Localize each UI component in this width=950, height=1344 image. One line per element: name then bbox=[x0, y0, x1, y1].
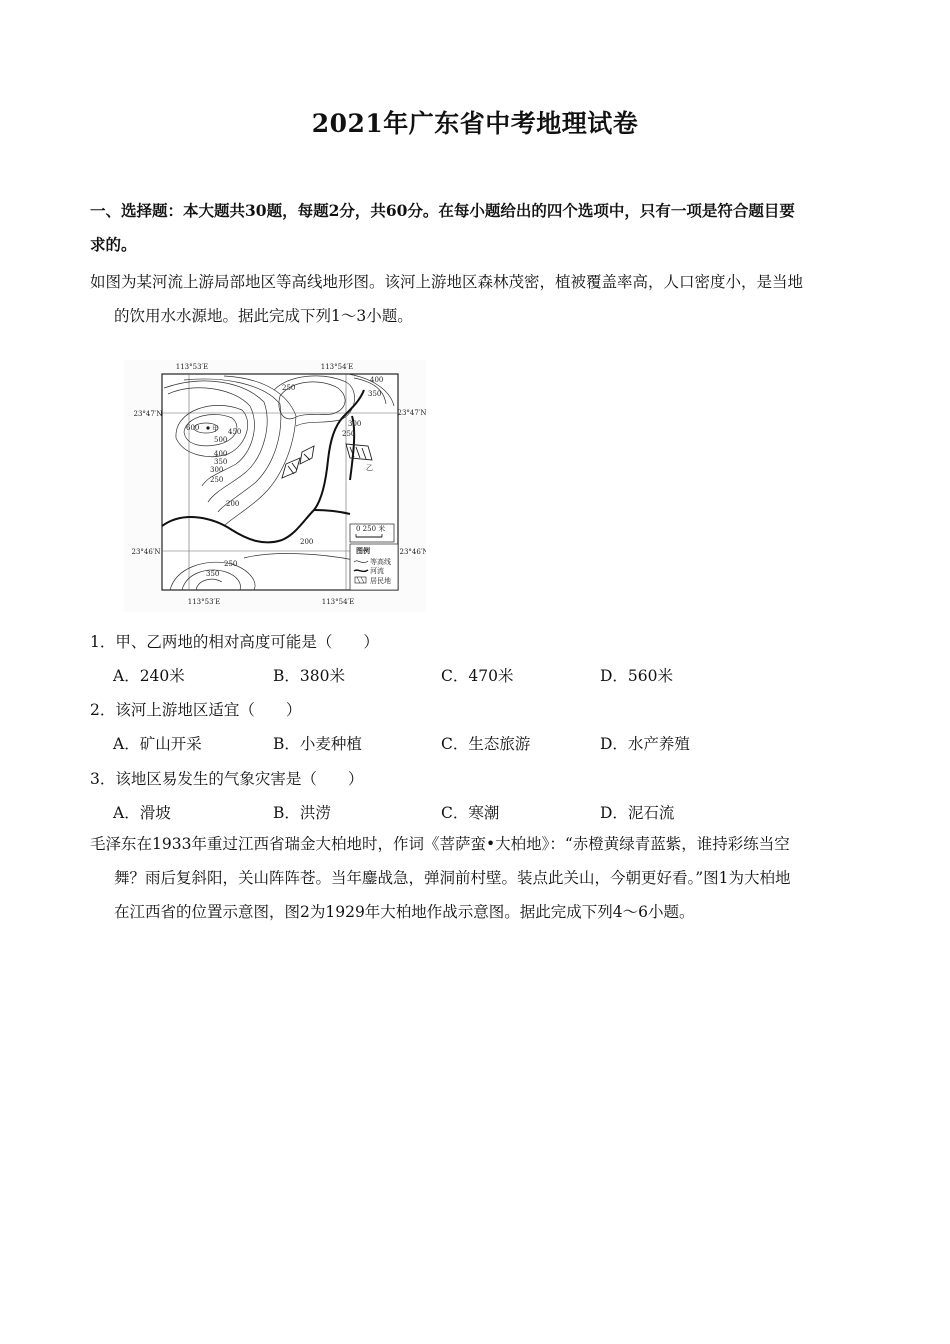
contour-map bbox=[124, 360, 426, 612]
section-heading-line1: 一、选择题：本大题共30题，每题2分，共60分。在每小题给出的四个选项中，只有一项是符合题目要 bbox=[90, 201, 795, 220]
intro1-line1: 如图为某河流上游局部地区等高线地形图。该河上游地区森林茂密，植被覆盖率高，人口密度小，是当地 bbox=[90, 273, 804, 291]
intro-paragraph-1 bbox=[90, 265, 880, 333]
lat-label-right-bottom: 23°46′N bbox=[399, 548, 426, 556]
lon-label-top-left: 113°53′E bbox=[175, 363, 209, 371]
question-2-option-a: A．矿山开采 bbox=[113, 735, 202, 753]
intro2-line2: 舞？雨后复斜阳，关山阵阵苍。当年鏖战急，弹洞前村壁。装点此关山，今朝更好看。”图1为大柏地 bbox=[114, 869, 791, 887]
legend-title: 图例 bbox=[356, 546, 370, 555]
contour-map-figure bbox=[124, 360, 426, 612]
intro1-line2: 的饮用水水源地。据此完成下列1～3小题。 bbox=[114, 307, 413, 325]
contour-label: 350 bbox=[206, 570, 220, 578]
label-yi: 乙 bbox=[366, 464, 373, 472]
intro2-line1: 毛泽东在1933年重过江西省瑞金大柏地时，作词《菩萨蛮•大柏地》：“赤橙黄绿青蓝紫，谁持彩练当空 bbox=[90, 835, 790, 853]
lon-label-top-right: 113°54′E bbox=[320, 363, 354, 371]
contour-label: 200 bbox=[300, 538, 314, 546]
question-1-option-d: D．560米 bbox=[600, 667, 674, 685]
lon-label-bottom-right: 113°54′E bbox=[321, 598, 355, 606]
contour-label: 300 bbox=[210, 466, 224, 474]
question-2-stem: 2．该河上游地区适宜（ ） bbox=[90, 701, 302, 719]
scale-bar bbox=[350, 524, 394, 542]
contour-label: 600 bbox=[186, 424, 200, 432]
question-1-option-b: B．380米 bbox=[273, 667, 345, 685]
question-1-option-c: C．470米 bbox=[441, 667, 514, 685]
contour-label: 350 bbox=[368, 390, 382, 398]
label-jia: 甲 bbox=[212, 425, 219, 433]
legend-contour-label: 等高线 bbox=[370, 558, 391, 566]
lat-label-left-top: 23°47′N bbox=[133, 410, 163, 418]
question-3-option-a: A．滑坡 bbox=[113, 804, 171, 822]
question-1-stem: 1．甲、乙两地的相对高度可能是（ ） bbox=[90, 633, 379, 651]
question-1-option-a: A．240米 bbox=[113, 667, 185, 685]
legend-settlement-label: 居民地 bbox=[370, 577, 391, 585]
lat-label-left-bottom: 23°46′N bbox=[131, 548, 161, 556]
contour-label: 450 bbox=[228, 428, 242, 436]
contour-label: 250 bbox=[210, 476, 224, 484]
page-title: 2021年广东省中考地理试卷 bbox=[311, 109, 639, 138]
legend-river-label: 河流 bbox=[370, 567, 384, 575]
scale-label: 0 250 米 bbox=[356, 525, 386, 533]
contour-label: 300 bbox=[348, 420, 362, 428]
contour-label: 200 bbox=[226, 500, 240, 508]
map-legend bbox=[350, 544, 398, 590]
point-jia-marker bbox=[206, 426, 209, 429]
question-3-stem: 3．该地区易发生的气象灾害是（ ） bbox=[90, 770, 364, 788]
contour-label: 400 bbox=[370, 376, 384, 384]
section-heading bbox=[90, 194, 880, 262]
intro2-line3: 在江西省的位置示意图，图2为1929年大柏地作战示意图。据此完成下列4～6小题。 bbox=[114, 903, 695, 921]
contour-label: 500 bbox=[214, 436, 228, 444]
question-2-option-c: C．生态旅游 bbox=[441, 735, 531, 753]
intro-paragraph-2 bbox=[90, 827, 880, 929]
question-3-option-c: C．寒潮 bbox=[441, 804, 500, 822]
contour-label: 250 bbox=[224, 560, 238, 568]
section-heading-line2: 求的。 bbox=[90, 235, 137, 254]
lon-label-bottom-left: 113°53′E bbox=[187, 598, 221, 606]
contour-label: 400 bbox=[214, 450, 228, 458]
contour-label: 250 bbox=[282, 384, 296, 392]
question-2-option-b: B．小麦种植 bbox=[273, 735, 362, 753]
lat-label-right-top: 23°47′N bbox=[397, 409, 426, 417]
question-3-option-b: B．洪涝 bbox=[273, 804, 331, 822]
question-2-option-d: D．水产养殖 bbox=[600, 735, 690, 753]
contour-label: 250 bbox=[342, 430, 356, 438]
question-3-option-d: D．泥石流 bbox=[600, 804, 675, 822]
contour-label: 350 bbox=[214, 458, 228, 466]
